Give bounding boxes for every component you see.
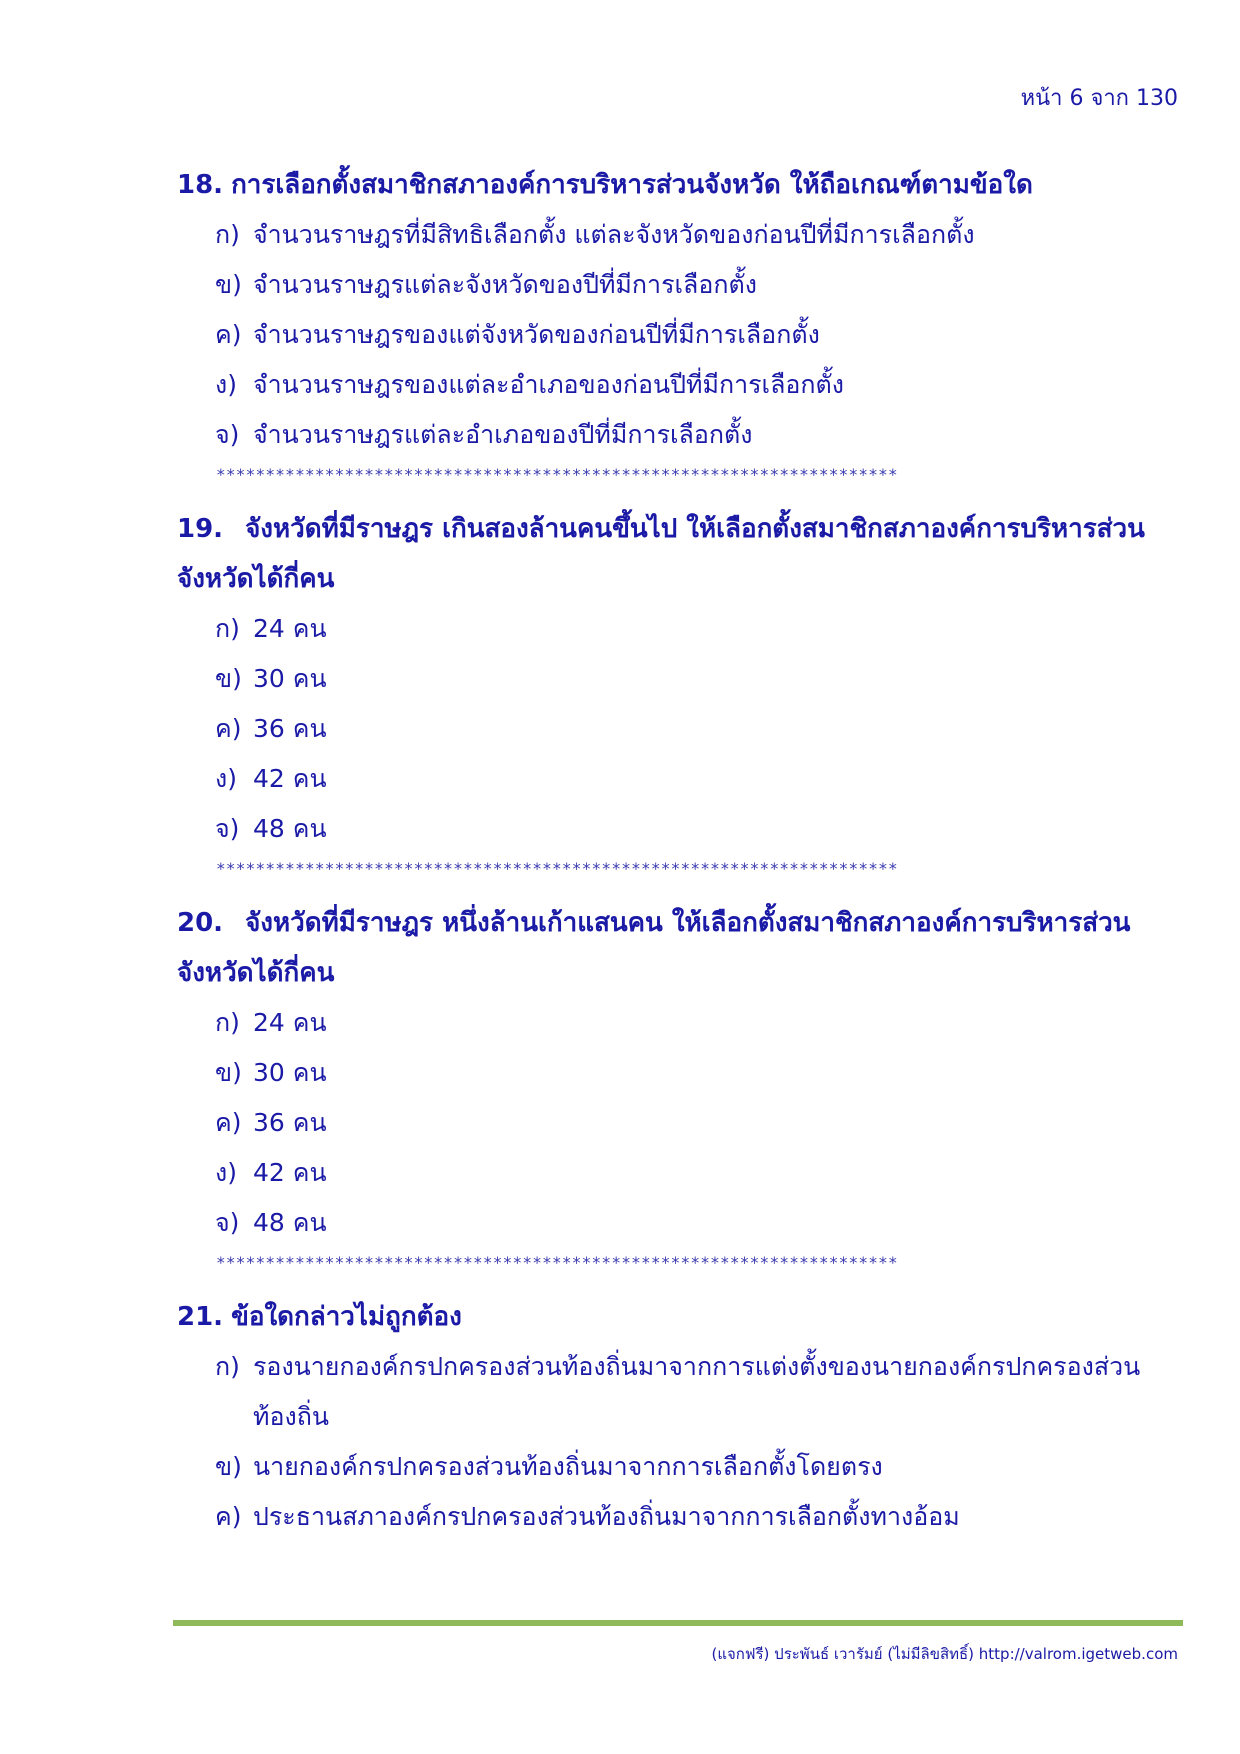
option-item [177,704,1182,754]
option-item [177,754,1182,804]
option-item [177,998,1182,1048]
question-text [177,1292,1182,1342]
option-text: 30 คน [253,1058,327,1087]
question-number: 21. [177,1302,224,1332]
option-item [177,1148,1182,1198]
question-text [177,504,1182,604]
footer-divider [173,1620,1183,1626]
option-text: รองนายกองค์กรปกครองส่วนท้องถิ่นมาจากการแต่งตั้งของนายกองค์กรปกครองส่วนท้องถิ่น [253,1352,1141,1431]
option-text: 48 คน [253,814,327,843]
option-letter: ค) [215,1502,242,1531]
separator-line: ********************************************************************* [216,465,898,484]
option-letter: ข) [215,270,242,299]
question-number: 20. [177,908,224,938]
option-letter: ค) [215,320,242,349]
option-letter: จ) [215,1208,240,1237]
option-item [177,310,1182,360]
question-20 [177,898,1182,1284]
option-letter: ง) [215,370,237,399]
option-letter: ข) [215,1058,242,1087]
option-letter: ก) [215,1008,240,1037]
option-letter: ค) [215,1108,242,1137]
option-item [177,1098,1182,1148]
option-text: 48 คน [253,1208,327,1237]
option-item [177,654,1182,704]
question-18 [177,160,1182,496]
option-item [177,410,1182,460]
question-21 [177,1292,1182,1542]
option-text: 36 คน [253,714,327,743]
option-letter: ข) [215,664,242,693]
option-text: ประธานสภาองค์กรปกครองส่วนท้องถิ่นมาจากการเลือกตั้งทางอ้อม [253,1502,960,1531]
question-list [177,160,1182,1550]
option-letter: ก) [215,1352,240,1381]
option-text: นายกองค์กรปกครองส่วนท้องถิ่นมาจากการเลือกตั้งโดยตรง [253,1452,883,1481]
question-body: การเลือกตั้งสมาชิกสภาองค์การบริหารส่วนจังหวัด ให้ถือเกณฑ์ตามข้อใด [231,170,1033,200]
question-19 [177,504,1182,890]
question-body: จังหวัดที่มีราษฎร หนึ่งล้านเก้าแสนคน ให้เลือกตั้งสมาชิกสภาองค์การบริหารส่วนจังหวัดได้กี่คน [177,908,1131,988]
question-text [177,898,1182,998]
option-text: 42 คน [253,764,327,793]
footer-credit: (แจกฟรี) ประพันธ์ เวารัมย์ (ไม่มีลิขสิทธิ์) http://valrom.igetweb.com [711,1645,1178,1663]
question-number: 18. [177,170,224,200]
option-item [177,604,1182,654]
option-item [177,210,1182,260]
option-letter: ข) [215,1452,242,1481]
separator-line: ********************************************************************* [216,1253,898,1272]
option-item [177,260,1182,310]
option-letter: ก) [215,220,240,249]
option-item [177,1342,1182,1442]
option-letter: จ) [215,814,240,843]
option-item [177,1048,1182,1098]
option-letter: ง) [215,1158,237,1187]
question-text [177,160,1182,210]
question-number: 19. [177,514,224,544]
option-text: 24 คน [253,614,327,643]
option-letter: ง) [215,764,237,793]
option-text: 42 คน [253,1158,327,1187]
question-body: จังหวัดที่มีราษฎร เกินสองล้านคนขึ้นไป ให้เลือกตั้งสมาชิกสภาองค์การบริหารส่วนจังหวัดได้กี่คน [177,514,1145,594]
option-text: 30 คน [253,664,327,693]
page-number: หน้า 6 จาก 130 [1020,86,1178,111]
option-letter: ค) [215,714,242,743]
option-text: จำนวนราษฎรของแต่จังหวัดของก่อนปีที่มีการเลือกตั้ง [253,320,820,349]
question-body: ข้อใดกล่าวไม่ถูกต้อง [231,1302,462,1332]
option-item [177,1198,1182,1248]
option-text: จำนวนราษฎรแต่ละจังหวัดของปีที่มีการเลือกตั้ง [253,270,757,299]
option-item [177,1442,1182,1492]
option-item [177,360,1182,410]
option-text: จำนวนราษฎรของแต่ละอำเภอของก่อนปีที่มีการเลือกตั้ง [253,370,845,399]
option-letter: จ) [215,420,240,449]
option-text: 24 คน [253,1008,327,1037]
option-item [177,1492,1182,1542]
option-item [177,804,1182,854]
separator-line: ********************************************************************* [216,859,898,878]
option-text: จำนวนราษฎรแต่ละอำเภอของปีที่มีการเลือกตั้ง [253,420,753,449]
option-text: จำนวนราษฎรที่มีสิทธิเลือกตั้ง แต่ละจังหวัดของก่อนปีที่มีการเลือกตั้ง [253,220,975,249]
option-letter: ก) [215,614,240,643]
option-text: 36 คน [253,1108,327,1137]
